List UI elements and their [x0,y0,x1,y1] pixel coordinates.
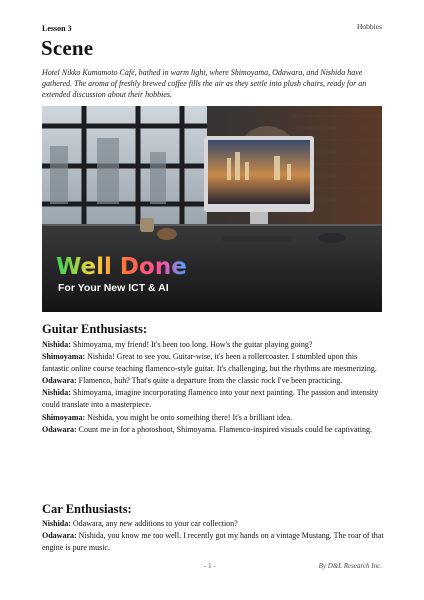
hero-tagline: For Your New ICT & AI [58,282,169,294]
scene-intro: Hotel Nikko Kumamoto Café, bathed in warm light, where Shimoyama, Odawara, and Nishida have gathered. The aroma of freshly brewed coffee fills the air as they settle into plush chairs, ready for an extended discussion about their hobbies. [42,68,367,99]
topic-label: Hobbies [357,22,382,31]
hero-image [42,106,382,312]
dialogue-line: Nishida: Shimoyama, my friend! It's been too long. How's the guitar playing going? [42,340,313,349]
dialogue-line: Odawara: Flamenco, huh? That's quite a departure from the classic rock I've been practicing. [42,376,343,386]
footer-credit: By D&L Research Inc. [318,562,382,570]
page-title: Scene [41,36,94,60]
dialogue-line: Odawara: Count me in for a photoshoot, Shimoyama. Flamenco-inspired visuals could be captivating. [42,424,372,434]
dialogue-car [42,518,384,554]
section-heading-car: Car Enthusiasts: [42,502,132,516]
dialogue-line: Nishida: Shimoyama, imagine incorporating flamenco into your next painting. The passion and intensity could translate into a masterpiece. [42,388,379,410]
lesson-label: Lesson 3 [42,24,72,33]
dialogue-line: Nishida: Odawara, any new additions to your car collection? [42,519,238,528]
dialogue-line: Shimoyama: Nishida! Great to see you. Guitar-wise, it's been a rollercoaster. I stumbled upon this fantastic online course teaching flamenco-style guitar. It's challenging, but the rhythms are mesmerizing. [42,352,377,374]
section-heading-guitar: Guitar Enthusiasts: [42,322,148,336]
dialogue-line: Shimoyama: Nishida, you might be onto something there! It's a brilliant idea. [42,412,293,422]
page-number: - 1 - [204,562,216,570]
dialogue-guitar [42,339,384,436]
dialogue-line: Odawara: Nishida, you know me too well. I recently got my hands on a vintage Mustang. The roar of that engine is pure music. [42,531,384,553]
well-done-logo: Well Done [56,254,187,280]
